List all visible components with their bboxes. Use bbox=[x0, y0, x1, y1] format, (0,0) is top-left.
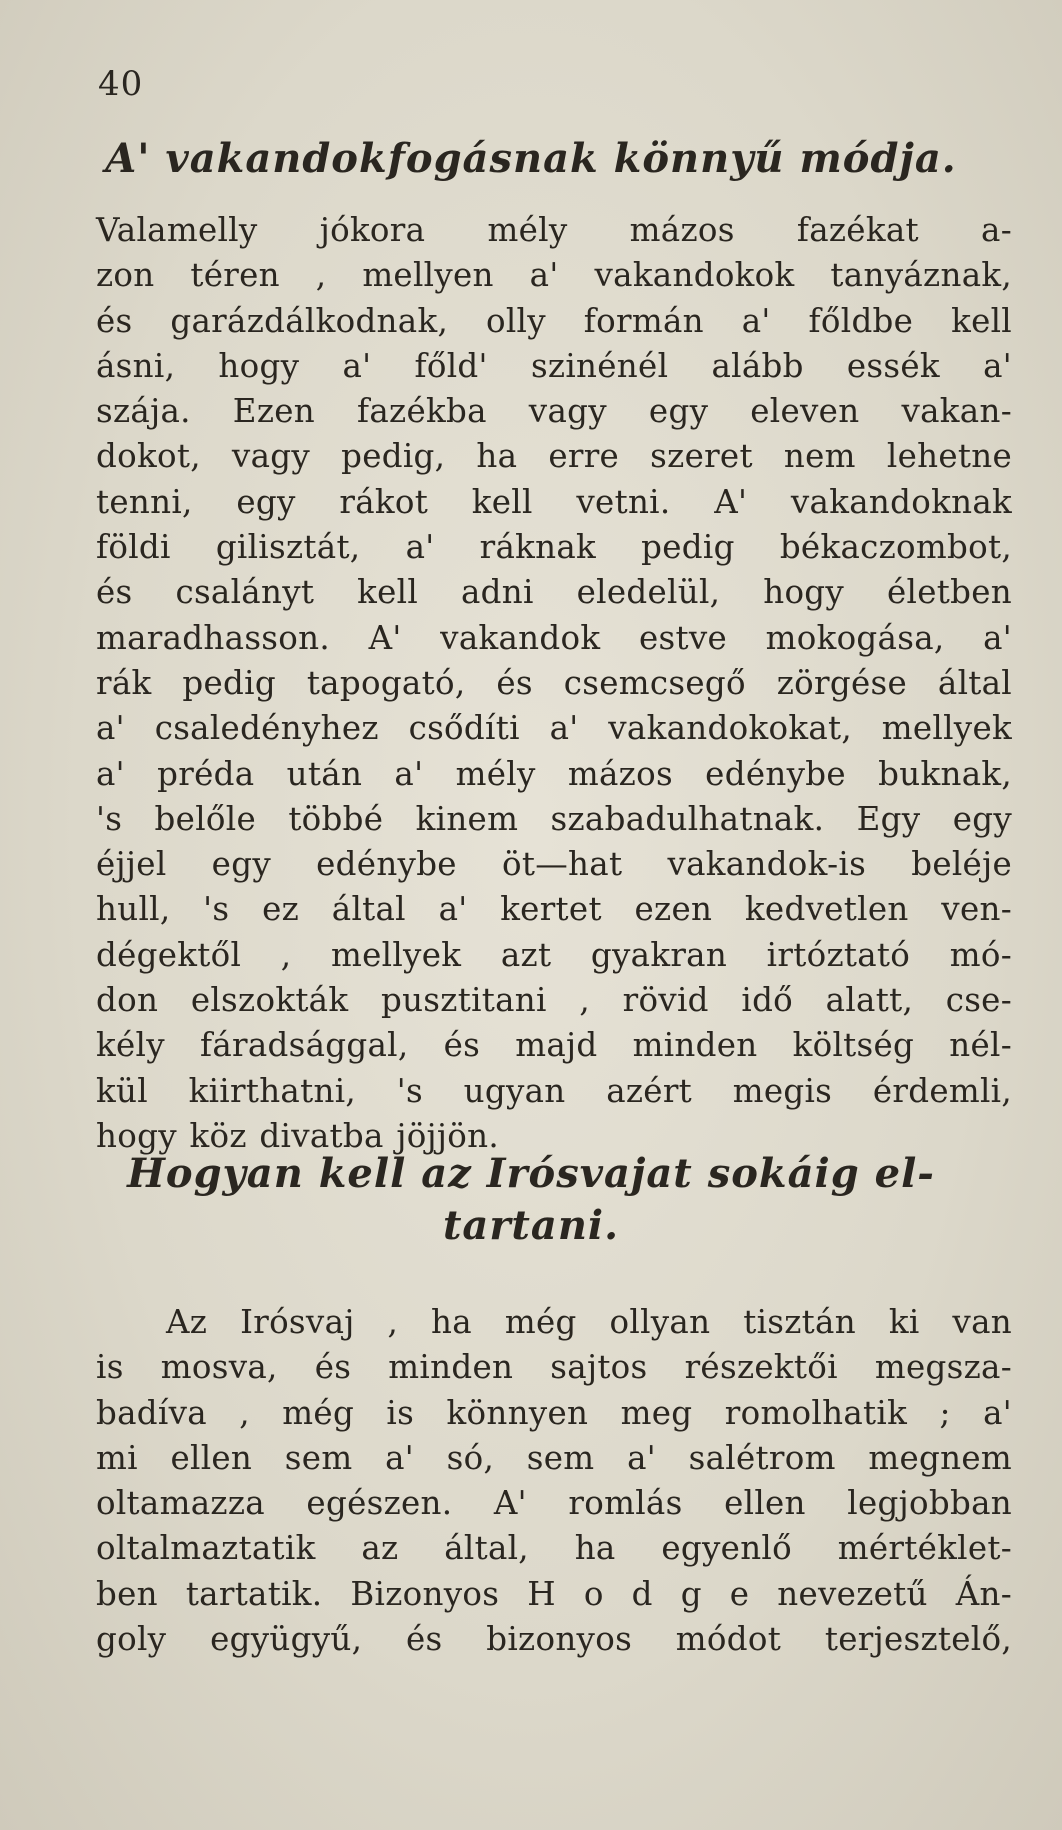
section-title-butter-keeping bbox=[0, 1148, 1062, 1252]
text-line: don elszokták pusztitani , rövid idő alatt, cse- bbox=[96, 981, 1012, 1020]
text-line: oltalmaztatik az által, ha egyenlő mértéklet- bbox=[96, 1529, 1012, 1568]
section-title-mole-trapping: A' vakandokfogásnak könnyű módja. bbox=[105, 135, 957, 182]
text-line: is mosva, és minden sajtos részektői megsza- bbox=[96, 1348, 1012, 1387]
text-line: mi ellen sem a' só, sem a' salétrom megnem bbox=[96, 1438, 1012, 1477]
text-line: 's belőle többé kinem szabadulhatnak. Egy egy bbox=[96, 799, 1012, 838]
paragraph-butter-keeping bbox=[96, 1300, 1012, 1662]
text-line: éjjel egy edénybe öt—hat vakandok-is beléje bbox=[96, 845, 1012, 884]
text-line: hull, 's ez által a' kertet ezen kedvetlen ven- bbox=[96, 890, 1012, 929]
section-title-line: Hogyan kell az Irósvajat sokáig el- bbox=[127, 1150, 935, 1197]
text-line: és csalányt kell adni eledelül, hogy életben bbox=[96, 573, 1012, 612]
text-line: a' csaledényhez csődíti a' vakandokokat, mellyek bbox=[96, 709, 1012, 748]
text-line: szája. Ezen fazékba vagy egy eleven vakan- bbox=[96, 392, 1012, 431]
text-line: dégektől , mellyek azt gyakran irtóztató mó- bbox=[96, 935, 1012, 974]
text-line: goly együgyű, és bizonyos módot terjesztelő, bbox=[96, 1620, 1012, 1659]
text-line: kül kiirthatni, 's ugyan azért megis érdemli, bbox=[96, 1071, 1012, 1110]
text-line: a' préda után a' mély mázos edénybe buknak, bbox=[96, 754, 1012, 793]
text-line: badíva , még is könnyen meg romolhatik ; a' bbox=[96, 1393, 1012, 1432]
text-line: ben tartatik. Bizonyos H o d g e nevezetű Án- bbox=[96, 1574, 1012, 1613]
paragraph-mole-trapping bbox=[96, 208, 1012, 1159]
text-line: Valamelly jókora mély mázos fazékat a- bbox=[96, 211, 1012, 249]
text-line: és garázdálkodnak, olly formán a' főldbe kell bbox=[96, 301, 1012, 340]
text-line: földi gilisztát, a' ráknak pedig békaczombot, bbox=[96, 528, 1012, 567]
text-line: tenni, egy rákot kell vetni. A' vakandoknak bbox=[96, 482, 1012, 521]
text-line: rák pedig tapogató, és csemcsegő zörgése által bbox=[96, 663, 1012, 702]
text-line: oltamazza egészen. A' romlás ellen legjobban bbox=[96, 1484, 1012, 1523]
text-line: dokot, vagy pedig, ha erre szeret nem lehetne bbox=[96, 437, 1012, 476]
text-line: ásni, hogy a' főld' szinénél alább essék a' bbox=[96, 346, 1012, 385]
page-number: 40 bbox=[98, 64, 144, 104]
section-title-line: tartani. bbox=[442, 1202, 620, 1249]
text-line: hogy köz divatba jöjjön. bbox=[96, 1116, 500, 1155]
text-line: zon téren , mellyen a' vakandokok tanyáznak, bbox=[96, 256, 1012, 295]
text-line: kély fáradsággal, és majd minden költség nél- bbox=[96, 1026, 1012, 1065]
text-line: Az Irósvaj , ha még ollyan tisztán ki van bbox=[166, 1303, 1012, 1341]
text-line: maradhasson. A' vakandok estve mokogása, a' bbox=[96, 618, 1012, 657]
